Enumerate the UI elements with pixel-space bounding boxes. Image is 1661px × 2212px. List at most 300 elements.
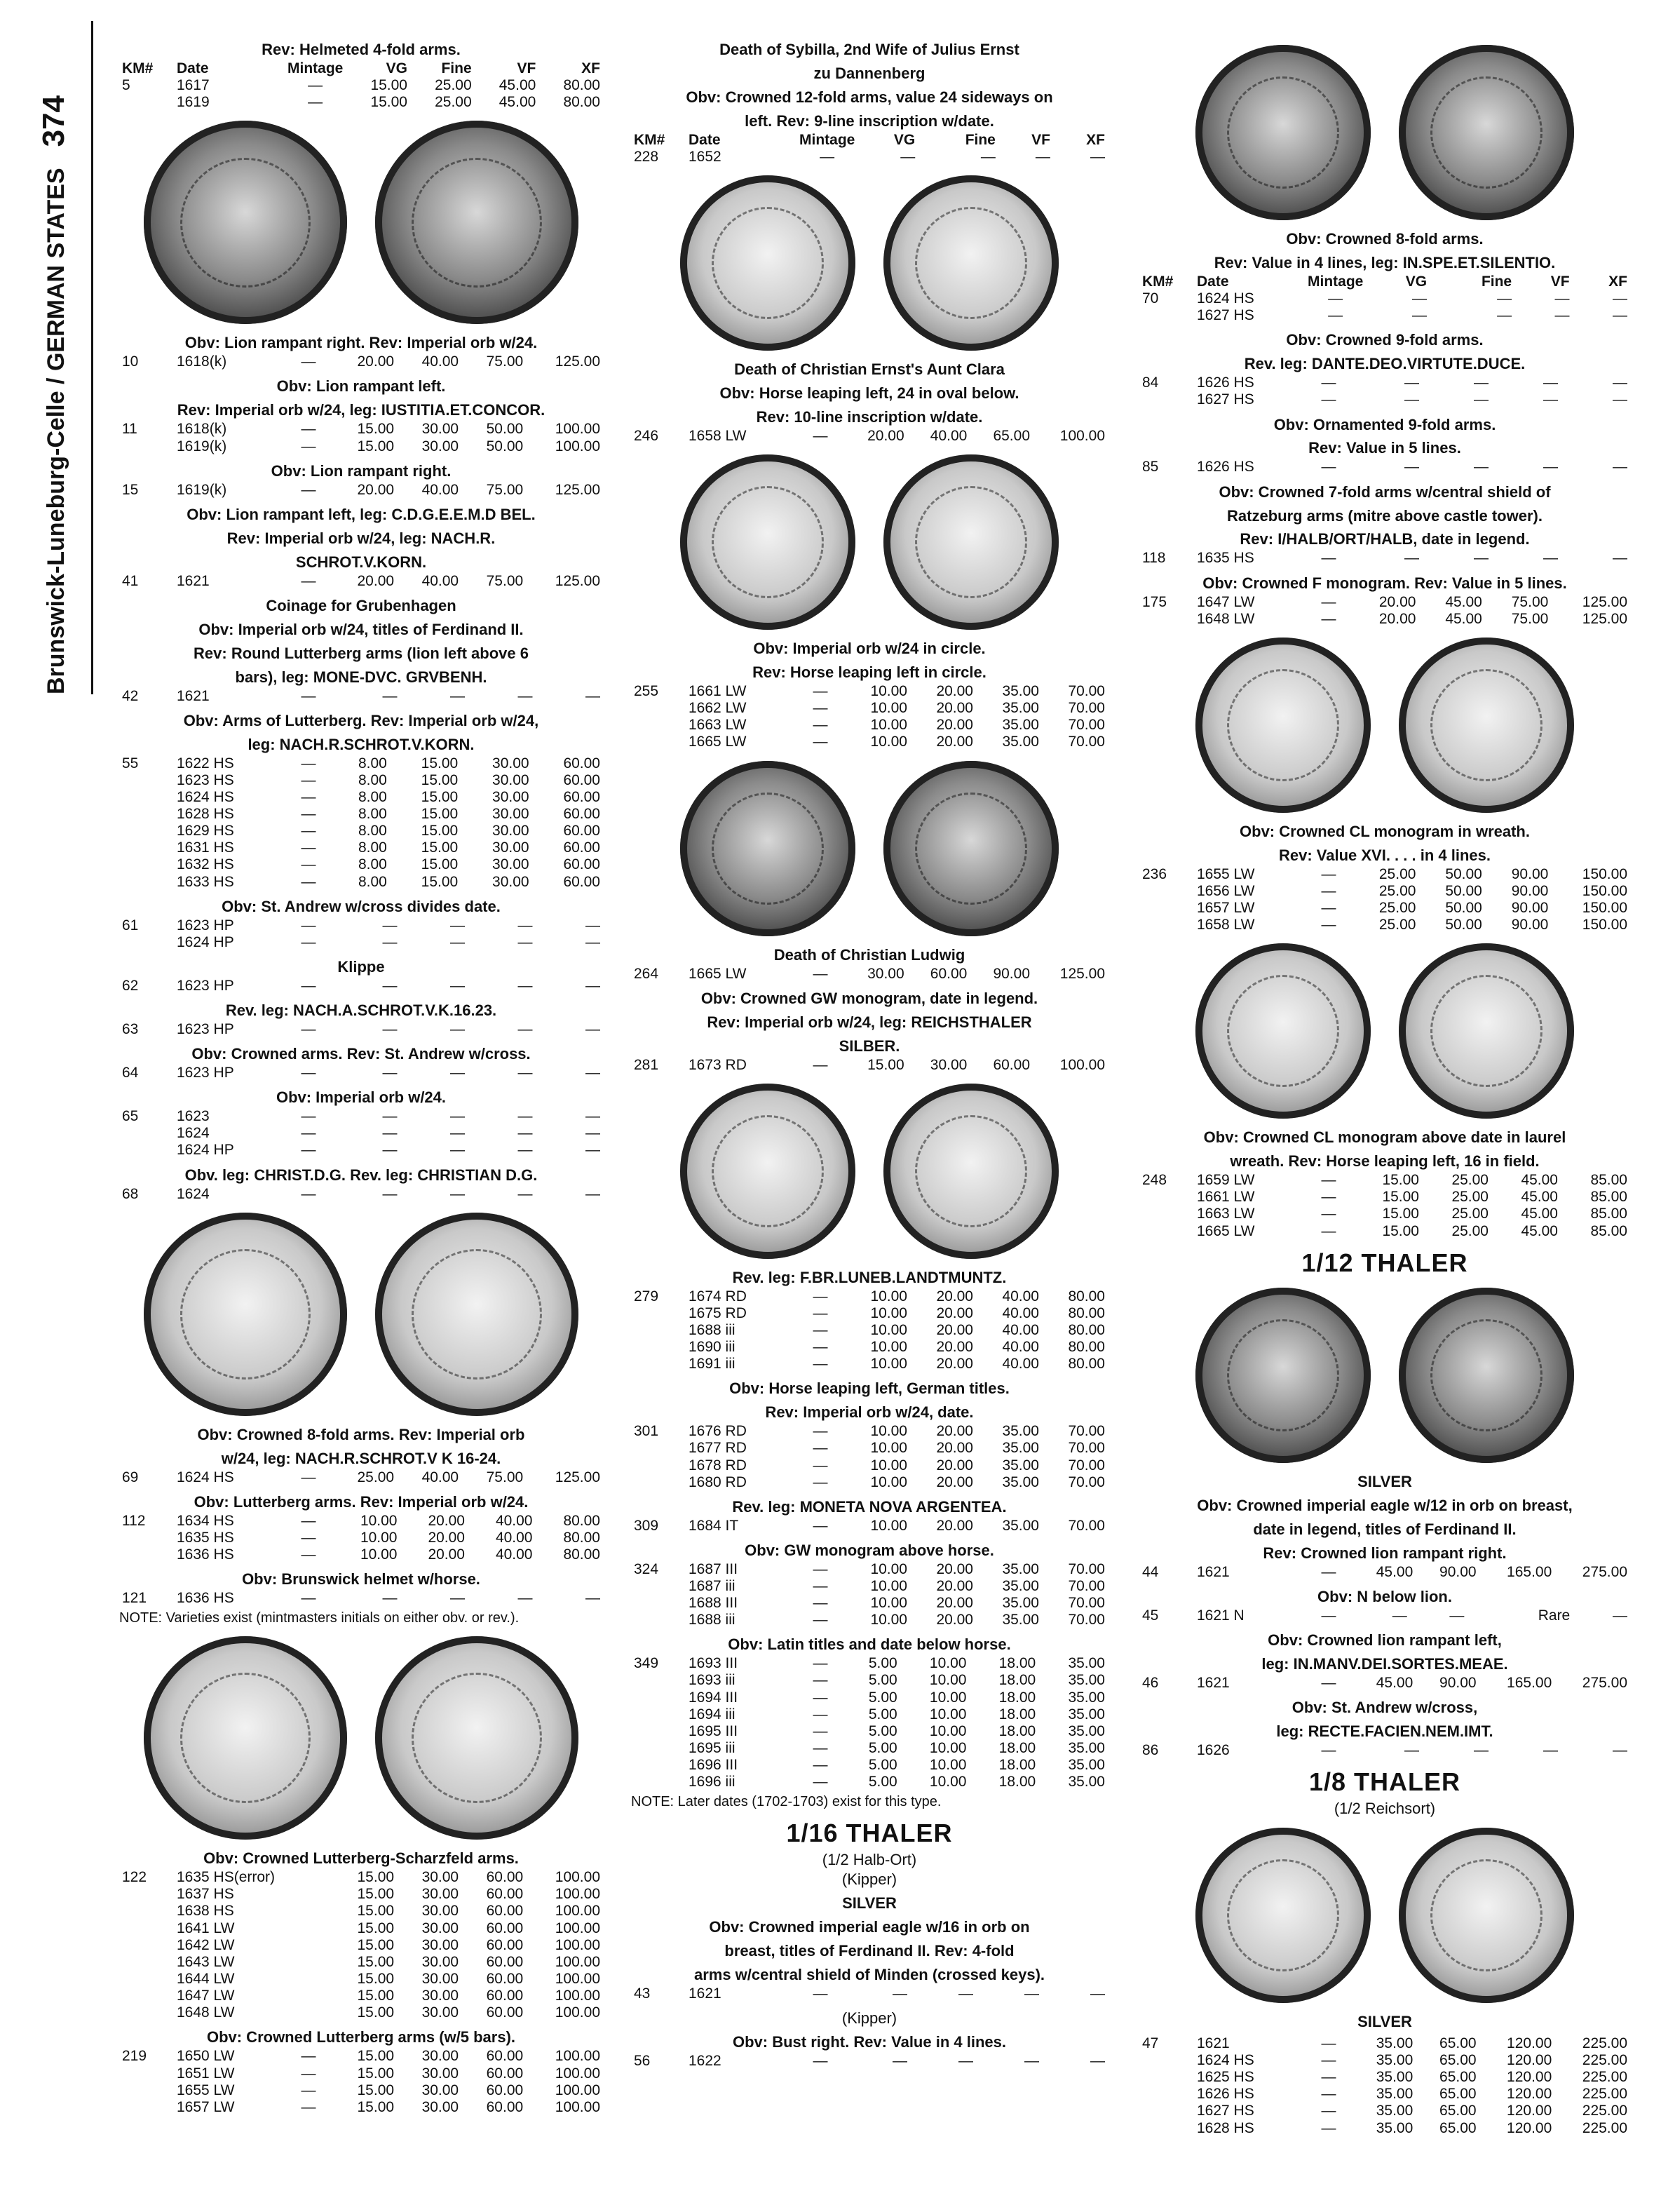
table-row [119, 2082, 603, 2099]
table-cell: 1647 LW [177, 1988, 235, 2004]
table-cell: 70.00 [1068, 1473, 1105, 1490]
table-cell: 35.00 [1002, 1473, 1039, 1490]
table-cell [1139, 2086, 1194, 2103]
table-cell: 1628 HS [1197, 2119, 1254, 2136]
listing-km11 [119, 377, 603, 454]
table-cell [1139, 900, 1194, 917]
table-cell: — [301, 1108, 316, 1125]
table-cell: 60.00 [563, 823, 600, 839]
table-cell: — [301, 1529, 316, 1546]
table-cell: 1677 RD [689, 1440, 747, 1457]
table-cell: 35.00 [1376, 2086, 1413, 2103]
table-cell: — [1090, 2053, 1105, 2070]
section-subtitle: (1/2 Halb-Ort) [822, 1851, 917, 1869]
table-cell: 1644 LW [177, 1971, 235, 1988]
table-cell: 46 [1142, 1674, 1159, 1691]
listing-km55 [119, 712, 603, 891]
table-cell: 85.00 [1590, 1206, 1627, 1222]
description: zu Dannenberg [813, 64, 926, 82]
table-cell: 20.00 [936, 1288, 973, 1304]
table-cell: 50.00 [1445, 899, 1482, 916]
table-cell: — [301, 687, 316, 704]
table-cell: 1626 HS [1197, 459, 1254, 476]
table-cell: 1621 [1197, 2035, 1230, 2051]
table-cell: 10.00 [360, 1512, 398, 1529]
table-cell: 35.00 [1376, 2035, 1413, 2051]
table-cell: 18.00 [998, 1689, 1036, 1706]
table-cell: 1636 HS [177, 1590, 234, 1607]
table-cell: — [813, 1655, 828, 1672]
table-cell: 150.00 [1582, 882, 1627, 899]
listing-km219 [119, 2028, 603, 2116]
price-table [631, 1561, 1108, 1629]
table-cell: 90.00 [1439, 1563, 1477, 1580]
table-cell: — [1321, 882, 1336, 899]
table-cell: — [517, 1021, 533, 1038]
table-cell: 30.00 [421, 2082, 459, 2098]
description: Obv: Arms of Lutterberg. Rev: Imperial orb w/24, [183, 711, 539, 729]
table-cell: 10.00 [870, 1321, 907, 1338]
table-cell: 70.00 [1068, 1517, 1105, 1534]
description: Obv: Crowned 8-fold arms. Rev: Imperial orb [197, 1425, 525, 1443]
table-cell [631, 1339, 686, 1356]
table-cell: — [1321, 550, 1336, 567]
table-cell: 70.00 [1068, 1577, 1105, 1594]
table-cell [1139, 307, 1194, 324]
table-cell: 10.00 [929, 1722, 967, 1739]
table-cell: 35.00 [1068, 1672, 1105, 1689]
table-cell: — [1497, 290, 1512, 307]
table-cell: 70.00 [1068, 1560, 1105, 1577]
table-cell: 255 [634, 683, 659, 699]
table-cell: — [585, 1125, 600, 1142]
table-cell: 10.00 [360, 1546, 398, 1563]
table-cell: 15.00 [357, 2048, 395, 2065]
table-cell: — [301, 1512, 316, 1529]
coin-reverse-image [1399, 1288, 1574, 1463]
table-cell: 20.00 [936, 1304, 973, 1321]
table-cell: 20.00 [1378, 593, 1416, 610]
table-row [631, 1774, 1108, 1790]
table-cell: 20.00 [936, 1612, 973, 1628]
table-cell: 40.00 [1002, 1321, 1039, 1338]
description: leg: NACH.R.SCHROT.V.KORN. [248, 735, 475, 753]
table-cell: 35.00 [1002, 734, 1039, 750]
table-cell: 30.00 [492, 873, 529, 890]
table-cell: — [517, 1125, 533, 1142]
table-cell: 25.00 [435, 94, 472, 111]
description: Death of Christian Ernst's Aunt Clara [734, 360, 1005, 379]
table-cell: 45.00 [1376, 1674, 1413, 1691]
table-cell [285, 1903, 332, 1920]
description: Rev: Imperial orb w/24, leg: IUSTITIA.ET.CONCOR. [177, 401, 545, 419]
table-cell: 100.00 [555, 1869, 600, 1886]
table-cell: 100.00 [1059, 427, 1105, 444]
table-cell: — [301, 421, 316, 438]
table-cell: — [1392, 1607, 1407, 1624]
column-header: VF [1550, 273, 1570, 290]
table-cell: 35.00 [1068, 1757, 1105, 1774]
table-cell [119, 438, 174, 455]
table-cell: 60.00 [486, 2048, 524, 2065]
price-table [631, 1057, 1108, 1074]
table-row [1139, 866, 1630, 883]
table-cell [285, 1937, 332, 1954]
table-cell: 30.00 [421, 438, 459, 454]
price-table [119, 1065, 603, 1081]
table-cell: 1661 LW [1197, 1189, 1255, 1206]
price-table [631, 1985, 1108, 2002]
table-cell: — [1543, 550, 1558, 567]
table-cell: 25.00 [1378, 865, 1416, 882]
table-cell: 50.00 [1445, 865, 1482, 882]
coin-obverse-image [1195, 1828, 1371, 2003]
listing-km69 [119, 1426, 603, 1486]
table-row [119, 421, 603, 438]
table-cell [1139, 1189, 1194, 1206]
table-cell [119, 1142, 174, 1159]
table-cell: 40.00 [930, 427, 968, 444]
table-cell: — [1474, 391, 1489, 408]
table-cell [1139, 2120, 1194, 2137]
table-cell: 30.00 [421, 1920, 459, 1936]
table-cell [1139, 2103, 1194, 2119]
description: Obv: St. Andrew w/cross, [1291, 1698, 1478, 1716]
table-cell: 1621 [1197, 1674, 1230, 1691]
coin-reverse-image [883, 175, 1059, 351]
table-cell: — [1543, 459, 1558, 476]
table-cell: — [813, 734, 828, 750]
table-cell: 10.00 [929, 1655, 967, 1672]
coin-reverse-image [883, 454, 1059, 630]
column-header: Fine [1481, 273, 1512, 290]
table-cell: 60.00 [486, 1988, 524, 2004]
table-cell: 1693 III [689, 1655, 738, 1672]
description: Obv: Crowned CL monogram in wreath. [1240, 822, 1530, 840]
description: Obv. leg: CHRIST.D.G. Rev. leg: CHRISTIAN D.G. [184, 1166, 538, 1184]
table-cell: 30.00 [421, 2098, 459, 2115]
table-cell: 15.00 [357, 1903, 395, 1920]
table-cell: 70.00 [1068, 734, 1105, 750]
description: Death of Sybilla, 2nd Wife of Julius Ernst [719, 41, 1019, 58]
table-cell [631, 1612, 686, 1628]
table-cell: — [1024, 1985, 1039, 2002]
table-row [631, 1757, 1108, 1774]
table-cell: — [813, 1689, 828, 1706]
table-cell: 40.00 [421, 1469, 459, 1485]
table-cell: 100.00 [555, 1953, 600, 1970]
table-cell: — [813, 1056, 828, 1073]
column-header: VG [386, 60, 407, 76]
description: bars), leg: MONE-DVC. GRVBENH. [235, 668, 487, 686]
table-cell: — [813, 1774, 828, 1790]
table-cell [119, 2099, 174, 2116]
table-cell [1139, 917, 1194, 933]
table-cell: — [1474, 459, 1489, 476]
table-cell: 1648 LW [177, 2004, 235, 2021]
table-cell: 1655 LW [177, 2082, 235, 2098]
table-cell [285, 1954, 332, 1971]
table-cell: 309 [634, 1517, 659, 1534]
table-row [1139, 917, 1630, 933]
description: Obv: Latin titles and date below horse. [728, 1636, 1011, 1654]
table-cell: 1650 LW [177, 2048, 235, 2065]
table-cell: — [893, 2053, 907, 2070]
table-row [1139, 2035, 1630, 2052]
table-cell: 1634 HS [177, 1512, 234, 1529]
table-cell [631, 1723, 686, 1740]
table-row [1139, 2052, 1630, 2069]
description: Rev: Imperial orb w/24, leg: REICHSTHALER [707, 1013, 1032, 1031]
table-cell: 1648 LW [1197, 610, 1255, 627]
table-cell: — [1321, 593, 1336, 610]
table-cell: 120.00 [1507, 2069, 1552, 2086]
table-cell: 1662 LW [689, 700, 747, 717]
table-cell: 100.00 [555, 421, 600, 438]
table-cell: 35.00 [1002, 1595, 1039, 1612]
sidebar-title-wrap [36, 95, 72, 694]
table-cell: 10.00 [870, 1560, 907, 1577]
column-header: Mintage [287, 60, 344, 76]
table-cell: 60.00 [486, 2082, 524, 2098]
column-header: Date [689, 131, 721, 148]
coin-obverse-image [1195, 1288, 1371, 1463]
table-cell: — [980, 148, 996, 165]
table-row [1139, 1172, 1630, 1189]
price-table [119, 1869, 603, 2021]
table-cell: — [813, 1288, 828, 1304]
table-cell: — [1554, 290, 1570, 307]
table-cell: 75.00 [486, 572, 524, 589]
table-cell: 1663 LW [689, 717, 747, 734]
table-cell: — [1321, 2035, 1336, 2051]
table-cell: 1624 HP [177, 1142, 234, 1159]
table-cell: 35.00 [1376, 2119, 1413, 2136]
table-cell [1139, 2052, 1194, 2069]
table-cell: — [813, 1577, 828, 1594]
price-table [631, 1423, 1108, 1491]
table-cell: 20.00 [936, 700, 973, 717]
description: breast, titles of Ferdinand II. Rev: 4-fold [724, 1942, 1015, 1960]
table-cell [631, 700, 686, 717]
table-cell: 40.00 [495, 1529, 533, 1546]
table-cell: — [813, 1560, 828, 1577]
column-2 [631, 35, 1108, 2077]
table-cell: 63 [122, 1021, 139, 1038]
table-cell: 75.00 [486, 1469, 524, 1485]
table-cell: 75.00 [1511, 610, 1549, 627]
price-table [119, 2048, 603, 2116]
column-header: VF [1031, 131, 1050, 148]
table-cell: 70.00 [1068, 700, 1105, 717]
table-cell: 20.00 [936, 1560, 973, 1577]
table-row [119, 1108, 603, 1125]
table-cell: — [1613, 1607, 1627, 1624]
table-cell: 15.00 [370, 77, 407, 94]
table-cell: 10.00 [929, 1672, 967, 1689]
description: Rev: Helmeted 4-fold arms. [262, 41, 461, 58]
table-cell: 60.00 [486, 1886, 524, 1903]
table-cell: 70.00 [1068, 1612, 1105, 1628]
coin-photos [1139, 1288, 1630, 1463]
table-cell: — [1321, 899, 1336, 916]
table-cell: — [301, 771, 316, 788]
table-cell: — [1449, 1607, 1465, 1624]
price-table [119, 421, 603, 454]
table-cell: 264 [634, 965, 659, 982]
listing-km255 [631, 640, 1108, 750]
table-cell [631, 1578, 686, 1595]
table-cell: 80.00 [1068, 1339, 1105, 1356]
table-cell: 150.00 [1582, 917, 1627, 933]
table-cell: 40.00 [421, 572, 459, 589]
table-cell: 15.00 [1382, 1222, 1419, 1239]
coin-obverse-image [144, 1213, 347, 1416]
table-cell: 20.00 [936, 683, 973, 699]
table-cell [119, 1971, 174, 1988]
table-cell: — [813, 1321, 828, 1338]
table-cell: — [585, 1142, 600, 1159]
table-cell: 47 [1142, 2035, 1159, 2051]
table-cell: — [1328, 290, 1343, 307]
table-cell: 65.00 [1439, 2119, 1477, 2136]
table-cell: 90.00 [993, 965, 1031, 982]
table-cell: 20.00 [936, 1339, 973, 1356]
table-cell: — [1404, 550, 1419, 567]
listing-km56 [631, 2033, 1108, 2070]
table-cell: 41 [122, 572, 139, 589]
table-cell: 10.00 [870, 1457, 907, 1473]
description: Obv: Crowned imperial eagle w/16 in orb on [709, 1918, 1030, 1936]
table-cell: 60.00 [563, 856, 600, 873]
table-cell: — [301, 353, 316, 370]
table-cell: — [382, 1108, 398, 1125]
table-cell: — [900, 148, 916, 165]
listing-km44 [1139, 1497, 1630, 1581]
table-row [1139, 2069, 1630, 2086]
column-header: XF [581, 60, 600, 76]
table-row [631, 1561, 1108, 1578]
coin-photos [1139, 638, 1630, 813]
table-cell: 1643 LW [177, 1953, 235, 1970]
listing-km301 [631, 1380, 1108, 1490]
table-cell: 15.00 [867, 1056, 904, 1073]
table-cell [631, 1474, 686, 1491]
price-table [631, 132, 1108, 166]
listing-km279 [631, 1269, 1108, 1373]
table-cell: 120.00 [1507, 2035, 1552, 2051]
table-cell: 1665 LW [689, 965, 747, 982]
table-cell: — [813, 1985, 828, 2002]
table-cell: 165.00 [1507, 1674, 1552, 1691]
table-cell: 1661 LW [689, 683, 747, 699]
table-cell: — [813, 717, 828, 734]
table-cell: 15.00 [357, 1936, 395, 1953]
table-cell: 35.00 [1002, 700, 1039, 717]
table-cell: — [517, 1142, 533, 1159]
column-header: VG [1405, 273, 1428, 290]
table-cell: 80.00 [1068, 1304, 1105, 1321]
listing-km118 [1139, 483, 1630, 567]
table-cell [1139, 391, 1194, 408]
table-header-row [119, 60, 603, 77]
table-cell: 1619(k) [177, 481, 227, 498]
coin-reverse-image [1399, 943, 1574, 1119]
table-cell: 30.00 [492, 771, 529, 788]
table-cell: 70.00 [1068, 717, 1105, 734]
table-row [119, 1903, 603, 1920]
table-cell: 275.00 [1582, 1674, 1627, 1691]
table-cell: 75.00 [1511, 593, 1549, 610]
table-cell: 20.00 [936, 1473, 973, 1490]
table-cell: 60.00 [563, 806, 600, 823]
column-header: XF [1608, 273, 1627, 290]
table-cell: 1695 III [689, 1722, 738, 1739]
table-cell: — [813, 1612, 828, 1628]
table-cell: — [1474, 375, 1489, 391]
table-cell [119, 1125, 174, 1142]
table-cell: 100.00 [555, 2098, 600, 2115]
table-cell: — [1321, 1741, 1336, 1758]
table-cell: 30.00 [492, 788, 529, 805]
table-cell: — [1321, 865, 1336, 882]
table-row [119, 77, 603, 94]
table-cell: 25.00 [357, 1469, 395, 1485]
table-cell: 1676 RD [689, 1423, 747, 1440]
table-cell: — [958, 2053, 973, 2070]
table-cell: 20.00 [936, 1457, 973, 1473]
table-row [631, 1356, 1108, 1373]
table-row [631, 1423, 1108, 1440]
table-cell: — [958, 1985, 973, 2002]
price-table [119, 1021, 603, 1038]
table-cell: 1663 LW [1197, 1206, 1255, 1222]
description: Obv: Crowned GW monogram, date in legend. [700, 989, 1038, 1007]
table-cell: 25.00 [1378, 899, 1416, 916]
coin-obverse-image [680, 1084, 855, 1259]
table-cell: 10.00 [870, 700, 907, 717]
table-cell: 15.00 [357, 2098, 395, 2115]
table-cell: 60.00 [486, 1920, 524, 1936]
table-cell: 40.00 [1002, 1288, 1039, 1304]
table-cell: — [517, 1590, 533, 1607]
table-cell [119, 934, 174, 951]
table-cell: 10 [122, 353, 139, 370]
table-cell: — [450, 1065, 465, 1081]
price-table [119, 978, 603, 994]
table-cell: 20.00 [936, 1517, 973, 1534]
table-row [119, 1186, 603, 1203]
table-cell: 75.00 [486, 353, 524, 370]
table-cell: 35.00 [1068, 1722, 1105, 1739]
table-row [119, 94, 603, 111]
table-cell: 1691 iii [689, 1356, 735, 1373]
price-table [1139, 1675, 1630, 1692]
table-cell: — [301, 2065, 316, 2082]
column-header: Fine [441, 60, 472, 76]
table-cell: 1652 [689, 148, 721, 165]
table-cell: 44 [1142, 1563, 1159, 1580]
table-row [631, 717, 1108, 734]
table-cell: 45.00 [1376, 1563, 1413, 1580]
listing-km42 [119, 597, 603, 705]
table-cell: 64 [122, 1065, 139, 1081]
table-cell: 10.00 [870, 1612, 907, 1628]
description: wreath. Rev: Horse leaping left, 16 in field. [1230, 1152, 1540, 1171]
table-cell: — [1554, 307, 1570, 324]
table-cell: — [813, 1740, 828, 1757]
listing-km10 [119, 334, 603, 370]
